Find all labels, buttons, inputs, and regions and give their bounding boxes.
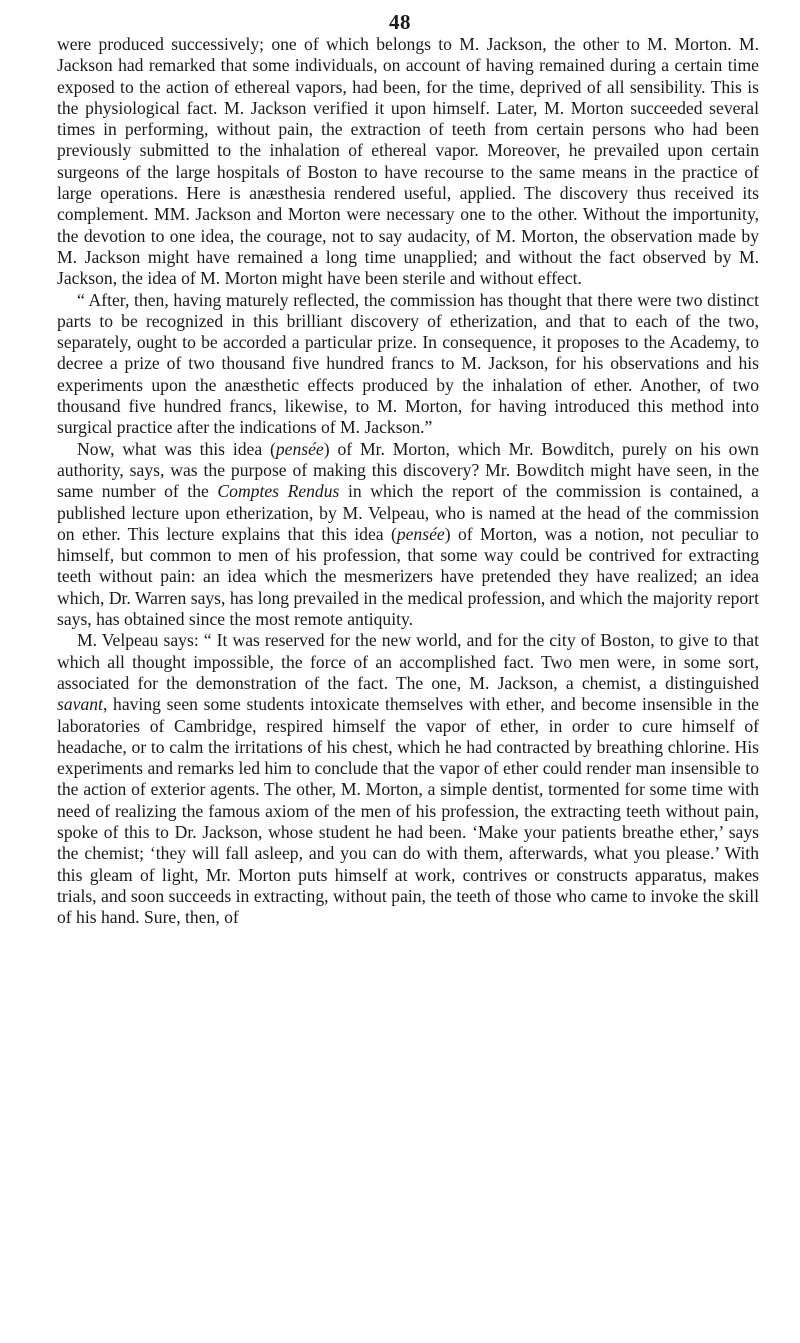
text-segment: in which the report of the commission is contained, a published lecture upon etherization, by M. Velpeau, who is named at the head of the commission on ether. This lecture explains that this idea ( xyxy=(57,481,759,544)
text-segment: ) of Morton, was a notion, not peculiar to himself, but common to men of his profession, that some way could be contrived for extracting teeth without pain: an idea which the mesmerizers have pretended they have realized; an idea which, Dr. Warren says, has long prevailed in the medical profession, and which the majority report says, has obtained since the most remote antiquity. xyxy=(57,523,759,630)
italic-title: Comptes Rendus xyxy=(217,481,340,502)
text-segment: , having seen some students intoxicate themselves with ether, and become insensible in the laboratories of Cambridge, respired himself the vapor of ether, in order to cure himself of headache, or to calm the irritations of his chest, which he had contracted by breathing chlorine. His experiments and remarks led him to conclude that the vapor of ether could render man insensible to the action of exterior agents. The other, M. Morton, a simple dentist, tormented for some time with need of realizing the famous axiom of the men of his profession, the extracting teeth without pain, spoke of this to Dr. Jackson, whose student he had been. ‘Make your patients breathe ether,’ says the chemist; ‘they will fall asleep, and you can do with them, afterwards, what you please.’ With this gleam of light, Mr. Morton puts himself at work, contrives or constructs apparatus, makes trials, and soon succeeds in extracting, without pain, the teeth of those who came to invoke the skill of his hand. Sure, then, of xyxy=(57,694,759,928)
paragraph xyxy=(57,630,759,928)
page-number: 48 xyxy=(389,10,411,34)
italic-term: pensée xyxy=(275,438,324,459)
italic-term: savant xyxy=(57,694,103,715)
paragraph xyxy=(57,34,759,290)
paragraph xyxy=(57,290,759,439)
text-segment: M. Velpeau says: “ It was reserved for the new world, and for the city of Boston, to give to that which all thought impossible, the force of an accomplished fact. Two men were, in some sort, associated for the demonstration of the fact. The one, M. Jackson, a chemist, a distinguished xyxy=(57,630,759,693)
body-text xyxy=(57,34,759,928)
text-segment: ) of Mr. Morton, which Mr. Bowditch, purely on his own authority, says, was the purpose of making this discovery? Mr. Bowditch might have seen, in the same number of the xyxy=(57,438,759,502)
italic-term: pensée xyxy=(396,523,445,544)
paragraph xyxy=(57,439,759,631)
text-segment: “ After, then, having maturely reflected, the commission has thought that there were two distinct parts to be recognized in this brilliant discovery of etherization, and that to each of the two, separately, ought to be accorded a particular prize. In consequence, it proposes to the Academy, to decree a prize of two thousand five hundred francs to M. Jackson, for his observations and his experiments upon the anæsthetic effects produced by the inhalation of ether. Another, of two thousand five hundred francs, likewise, to M. Morton, for having introduced this method into surgical practice after the indications of M. Jackson.” xyxy=(57,289,759,438)
text-segment: were produced successively; one of which belongs to M. Jackson, the other to M. Morton. M. Jackson had remarked that some individuals, on account of having remained during a certain time exposed to the action of ethereal vapors, had been, for the time, deprived of all sensibility. This is the physiological fact. M. Jackson verified it upon himself. Later, M. Morton succeeded several times in performing, without pain, the extraction of teeth from certain persons who had been previously submitted to the inhalation of ethereal vapor. Moreover, he prevailed upon certain surgeons of the large hospitals of Boston to have recourse to the same means in the practice of large operations. Here is anæsthesia rendered useful, applied. The discovery thus received its complement. MM. Jackson and Morton were necessary one to the other. Without the importunity, the devotion to one idea, the courage, not to say audacity, of M. Morton, the observation made by M. Jackson might have remained a long time unapplied; and without the fact observed by M. Jackson, the idea of M. Morton might have been sterile and without effect. xyxy=(57,34,759,289)
text-segment: Now, what was this idea ( xyxy=(77,438,276,459)
